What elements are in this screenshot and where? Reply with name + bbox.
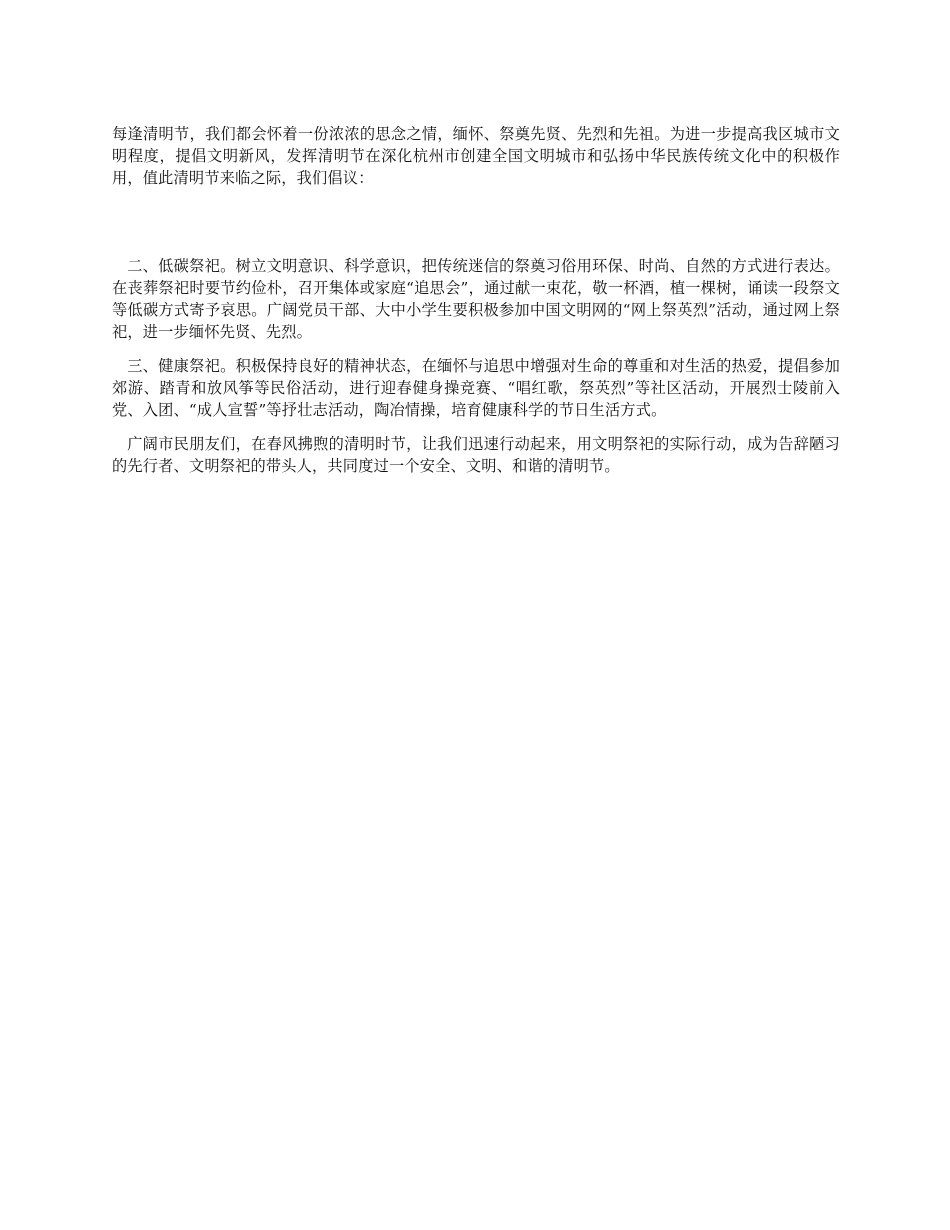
healthy-sacrifice-paragraph: 三、健康祭祀。积极保持良好的精神状态，在缅怀与追思中增强对生命的尊重和对生活的热爱，提倡参加郊游、踏青和放风筝等民俗活动，进行迎春健身操竞赛、“唱红歌，祭英烈”等社区活动，开展烈士陵前入党、入团、“成人宣誓”等抒壮志活动，陶冶情操，培育健康科学的节日生活方式。	[112, 357, 840, 419]
document-page	[112, 123, 840, 489]
low-carbon-sacrifice-paragraph: 二、低碳祭祀。树立文明意识、科学意识，把传统迷信的祭奠习俗用环保、时尚、自然的方式进行表达。在丧葬祭祀时要节约俭朴，召开集体或家庭“追思会”，通过献一束花，敬一杯酒，植一棵树，诵读一段祭文等低碳方式寄予哀思。广阔党员干部、大中小学生要积极参加中国文明网的“网上祭英烈”活动，通过网上祭祀，进一步缅怀先贤、先烈。	[112, 257, 840, 341]
intro-paragraph: 每逢清明节，我们都会怀着一份浓浓的思念之情，缅怀、祭奠先贤、先烈和先祖。为进一步提高我区城市文明程度，提倡文明新风，发挥清明节在深化杭州市创建全国文明城市和弘扬中华民族传统文化中的积极作用，值此清明节来临之际，我们倡议：	[112, 125, 840, 187]
closing-paragraph: 广阔市民朋友们，在春风拂煦的清明时节，让我们迅速行动起来，用文明祭祀的实际行动，成为告辞陋习的先行者、文明祭祀的带头人，共同度过一个安全、文明、和谐的清明节。	[112, 435, 840, 475]
